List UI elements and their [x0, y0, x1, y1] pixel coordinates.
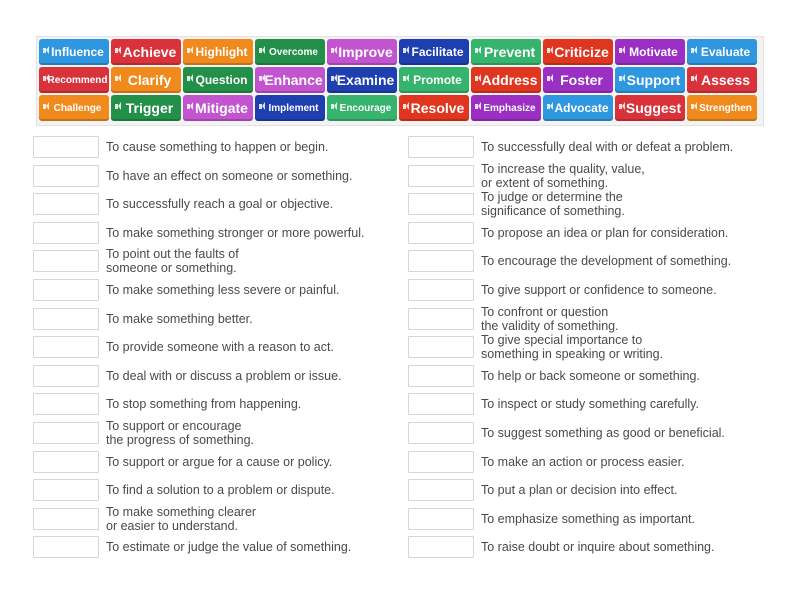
- word-tile-improve[interactable]: [327, 39, 397, 65]
- definition-row: [408, 190, 778, 219]
- answer-drop-box[interactable]: [408, 422, 474, 444]
- answer-drop-box[interactable]: [408, 479, 474, 501]
- definition-text: To successfully deal with or defeat a problem.: [481, 140, 734, 154]
- word-tile-address[interactable]: [471, 67, 541, 93]
- speaker-icon[interactable]: [691, 104, 694, 109]
- definition-text: To judge or determine the significance of something.: [481, 190, 625, 219]
- word-tile-label: Advocate: [554, 101, 609, 115]
- definition-row: [408, 279, 778, 301]
- definition-row: [408, 136, 778, 158]
- word-tile-challenge[interactable]: [39, 95, 109, 121]
- definition-row: [33, 393, 403, 415]
- definition-text: To support or argue for a cause or policy.: [106, 454, 333, 469]
- word-tile-label: Achieve: [122, 44, 177, 60]
- answer-drop-box[interactable]: [33, 165, 99, 187]
- definition-row: [33, 504, 403, 533]
- speaker-icon[interactable]: [187, 76, 190, 81]
- word-tile-label: Overcome: [269, 46, 318, 58]
- word-tile-mitigate[interactable]: [183, 95, 253, 121]
- word-tile-enhance[interactable]: [255, 67, 325, 93]
- word-tile-support[interactable]: [615, 67, 685, 93]
- definition-text: To propose an idea or plan for consideration.: [481, 225, 729, 240]
- speaker-icon[interactable]: [403, 76, 406, 81]
- answer-drop-box[interactable]: [408, 508, 474, 530]
- answer-drop-box[interactable]: [33, 193, 99, 215]
- word-tile-label: Support: [626, 72, 681, 88]
- definition-row: [33, 222, 403, 244]
- word-tile-label: Resolve: [410, 100, 465, 116]
- speaker-icon[interactable]: [619, 76, 622, 81]
- word-tile-facilitate[interactable]: [399, 39, 469, 65]
- speaker-icon[interactable]: [475, 76, 478, 81]
- definition-text: To confront or question the validity of something.: [481, 304, 619, 333]
- word-tile-label: Address: [481, 72, 538, 88]
- definition-row: [33, 308, 403, 330]
- definition-row: [408, 536, 778, 558]
- word-tile-label: Mitigate: [195, 100, 248, 116]
- speaker-icon[interactable]: [187, 104, 190, 109]
- definition-text: To give special importance to something in speaking or writing.: [481, 333, 664, 362]
- definition-text: To emphasize something as important.: [481, 511, 695, 526]
- definition-text: To encourage the development of something.: [481, 254, 732, 269]
- word-tile-evaluate[interactable]: [687, 39, 757, 65]
- speaker-icon[interactable]: [691, 76, 694, 81]
- word-tile-emphasize[interactable]: [471, 95, 541, 121]
- definition-text: To provide someone with a reason to act.: [106, 340, 334, 355]
- answer-drop-box[interactable]: [33, 479, 99, 501]
- word-tile-recommend[interactable]: [39, 67, 109, 93]
- speaker-icon[interactable]: [475, 48, 478, 53]
- definition-row: [33, 165, 403, 187]
- answer-drop-box[interactable]: [33, 222, 99, 244]
- definition-row: [33, 365, 403, 387]
- word-tile-criticize[interactable]: [543, 39, 613, 65]
- word-tile-label: Improve: [338, 44, 393, 60]
- speaker-icon[interactable]: [619, 48, 622, 53]
- speaker-icon[interactable]: [619, 104, 622, 109]
- definition-row: [408, 422, 778, 444]
- definition-text: To make an action or process easier.: [481, 454, 685, 469]
- definition-row: [33, 247, 403, 276]
- definition-text: To make something better.: [106, 311, 253, 326]
- word-tile-label: Recommend: [47, 74, 108, 86]
- answer-drop-box[interactable]: [408, 250, 474, 272]
- speaker-icon[interactable]: [259, 48, 262, 53]
- word-tile-influence[interactable]: [39, 39, 109, 65]
- answer-drop-box[interactable]: [33, 279, 99, 301]
- definition-text: To make something stronger or more powerful.: [106, 225, 365, 240]
- word-tile-assess[interactable]: [687, 67, 757, 93]
- definition-row: [408, 222, 778, 244]
- definition-text: To point out the faults of someone or something.: [106, 247, 239, 276]
- word-tile-label: Enhance: [264, 72, 323, 88]
- speaker-icon[interactable]: [43, 48, 46, 53]
- definition-text: To deal with or discuss a problem or issue.: [106, 368, 342, 383]
- definition-row: [33, 336, 403, 358]
- answer-drop-box[interactable]: [33, 136, 99, 158]
- word-tile-promote[interactable]: [399, 67, 469, 93]
- answer-drop-box[interactable]: [33, 422, 99, 444]
- answer-drop-box[interactable]: [408, 336, 474, 358]
- word-tile-label: Criticize: [554, 44, 609, 60]
- definition-row: [408, 161, 778, 190]
- definition-text: To successfully reach a goal or objective.: [106, 197, 334, 212]
- answer-drop-box[interactable]: [33, 365, 99, 387]
- speaker-icon[interactable]: [547, 104, 550, 109]
- word-tile-label: Emphasize: [483, 102, 536, 114]
- definition-row: [408, 304, 778, 333]
- answer-drop-box[interactable]: [408, 536, 474, 558]
- word-tile-label: Assess: [700, 72, 751, 88]
- speaker-icon[interactable]: [475, 104, 478, 109]
- definition-row: [33, 419, 403, 447]
- answer-drop-box[interactable]: [408, 393, 474, 415]
- definition-text: To cause something to happen or begin.: [106, 140, 329, 154]
- definition-text: To make something less severe or painful.: [106, 283, 340, 297]
- word-tile-strengthen[interactable]: [687, 95, 757, 121]
- answer-drop-box[interactable]: [408, 165, 474, 187]
- word-tile-resolve[interactable]: [399, 95, 469, 121]
- word-tile-trigger[interactable]: [111, 95, 181, 121]
- word-tile-label: Examine: [336, 72, 395, 88]
- answer-drop-box[interactable]: [33, 508, 99, 530]
- word-tile-suggest[interactable]: [615, 95, 685, 121]
- word-tile-achieve[interactable]: [111, 39, 181, 65]
- word-tile-label: Trigger: [125, 100, 174, 116]
- definition-text: To help or back someone or something.: [481, 368, 700, 383]
- word-tile-label: Motivate: [629, 45, 678, 59]
- word-tile-implement[interactable]: [255, 95, 325, 121]
- word-tile-highlight[interactable]: [183, 39, 253, 65]
- definition-row: [33, 193, 403, 215]
- answer-drop-box[interactable]: [408, 451, 474, 473]
- word-tile-label: Evaluate: [700, 45, 751, 59]
- word-tile-question[interactable]: [183, 67, 253, 93]
- speaker-icon[interactable]: [331, 48, 334, 53]
- speaker-icon[interactable]: [547, 48, 550, 53]
- speaker-icon[interactable]: [43, 76, 46, 81]
- definition-text: To put a plan or decision into effect.: [481, 483, 678, 498]
- definition-text: To estimate or judge the value of something.: [106, 540, 352, 555]
- word-tile-motivate[interactable]: [615, 39, 685, 65]
- speaker-icon[interactable]: [331, 76, 334, 81]
- definition-row: [33, 451, 403, 473]
- definition-row: [33, 136, 403, 158]
- word-tile-overcome[interactable]: [255, 39, 325, 65]
- answer-drop-box[interactable]: [33, 336, 99, 358]
- word-tile-label: Challenge: [53, 102, 102, 114]
- definition-row: [33, 479, 403, 501]
- definition-text: To stop something from happening.: [106, 397, 302, 412]
- definition-row: [33, 279, 403, 301]
- speaker-icon[interactable]: [187, 48, 190, 53]
- answer-drop-box[interactable]: [408, 193, 474, 215]
- speaker-icon[interactable]: [259, 76, 262, 81]
- definition-row: [408, 365, 778, 387]
- word-tile-label: Implement: [268, 102, 319, 114]
- speaker-icon[interactable]: [691, 48, 694, 53]
- definition-row: [408, 479, 778, 501]
- definition-row: [408, 250, 778, 272]
- definition-text: To make something clearer or easier to understand.: [106, 504, 257, 533]
- definition-text: To find a solution to a problem or dispute.: [106, 483, 335, 498]
- word-tile-label: Foster: [560, 72, 603, 88]
- word-tile-label: Influence: [51, 45, 104, 59]
- answer-drop-box[interactable]: [33, 451, 99, 473]
- word-tile-label: Question: [195, 73, 248, 87]
- definition-text: To support or encourage the progress of something.: [106, 419, 254, 447]
- speaker-icon[interactable]: [259, 104, 262, 109]
- definition-row: [408, 393, 778, 415]
- speaker-icon[interactable]: [115, 76, 118, 81]
- word-tile-label: Suggest: [625, 100, 682, 116]
- speaker-icon[interactable]: [331, 104, 334, 109]
- word-tile-advocate[interactable]: [543, 95, 613, 121]
- speaker-icon[interactable]: [43, 104, 46, 109]
- word-tile-encourage[interactable]: [327, 95, 397, 121]
- definition-row: [33, 536, 403, 558]
- speaker-icon[interactable]: [403, 104, 406, 109]
- word-tile-label: Facilitate: [411, 45, 464, 59]
- answer-drop-box[interactable]: [33, 393, 99, 415]
- definition-row: [408, 451, 778, 473]
- definition-text: To suggest something as good or beneficial.: [481, 426, 725, 440]
- word-tile-clarify[interactable]: [111, 67, 181, 93]
- definition-text: To raise doubt or inquire about something.: [481, 540, 715, 555]
- answer-drop-box[interactable]: [33, 308, 99, 330]
- answer-drop-box[interactable]: [408, 365, 474, 387]
- word-tile-label: Strengthen: [699, 102, 752, 114]
- answer-drop-box[interactable]: [408, 222, 474, 244]
- answer-drop-box[interactable]: [33, 536, 99, 558]
- definition-row: [408, 508, 778, 530]
- answer-drop-box[interactable]: [408, 136, 474, 158]
- definition-text: To have an effect on someone or something.: [106, 168, 353, 183]
- word-tile-label: Promote: [413, 73, 462, 87]
- word-bank: [36, 36, 764, 126]
- definition-row: [408, 333, 778, 362]
- word-tile-label: Encourage: [339, 102, 392, 114]
- answer-drop-box[interactable]: [33, 250, 99, 272]
- answer-drop-box[interactable]: [408, 308, 474, 330]
- speaker-icon[interactable]: [115, 48, 118, 53]
- word-tile-foster[interactable]: [543, 67, 613, 93]
- word-tile-label: Highlight: [195, 45, 248, 59]
- speaker-icon[interactable]: [403, 48, 406, 53]
- speaker-icon[interactable]: [115, 104, 118, 109]
- definition-text: To give support or confidence to someone.: [481, 283, 717, 297]
- word-tile-label: Prevent: [483, 44, 536, 60]
- word-tile-label: Clarify: [127, 72, 172, 88]
- speaker-icon[interactable]: [547, 76, 550, 81]
- word-tile-examine[interactable]: [327, 67, 397, 93]
- definition-text: To inspect or study something carefully.: [481, 397, 699, 412]
- answer-drop-box[interactable]: [408, 279, 474, 301]
- word-tile-prevent[interactable]: [471, 39, 541, 65]
- definition-text: To increase the quality, value, or extent of something.: [481, 161, 645, 190]
